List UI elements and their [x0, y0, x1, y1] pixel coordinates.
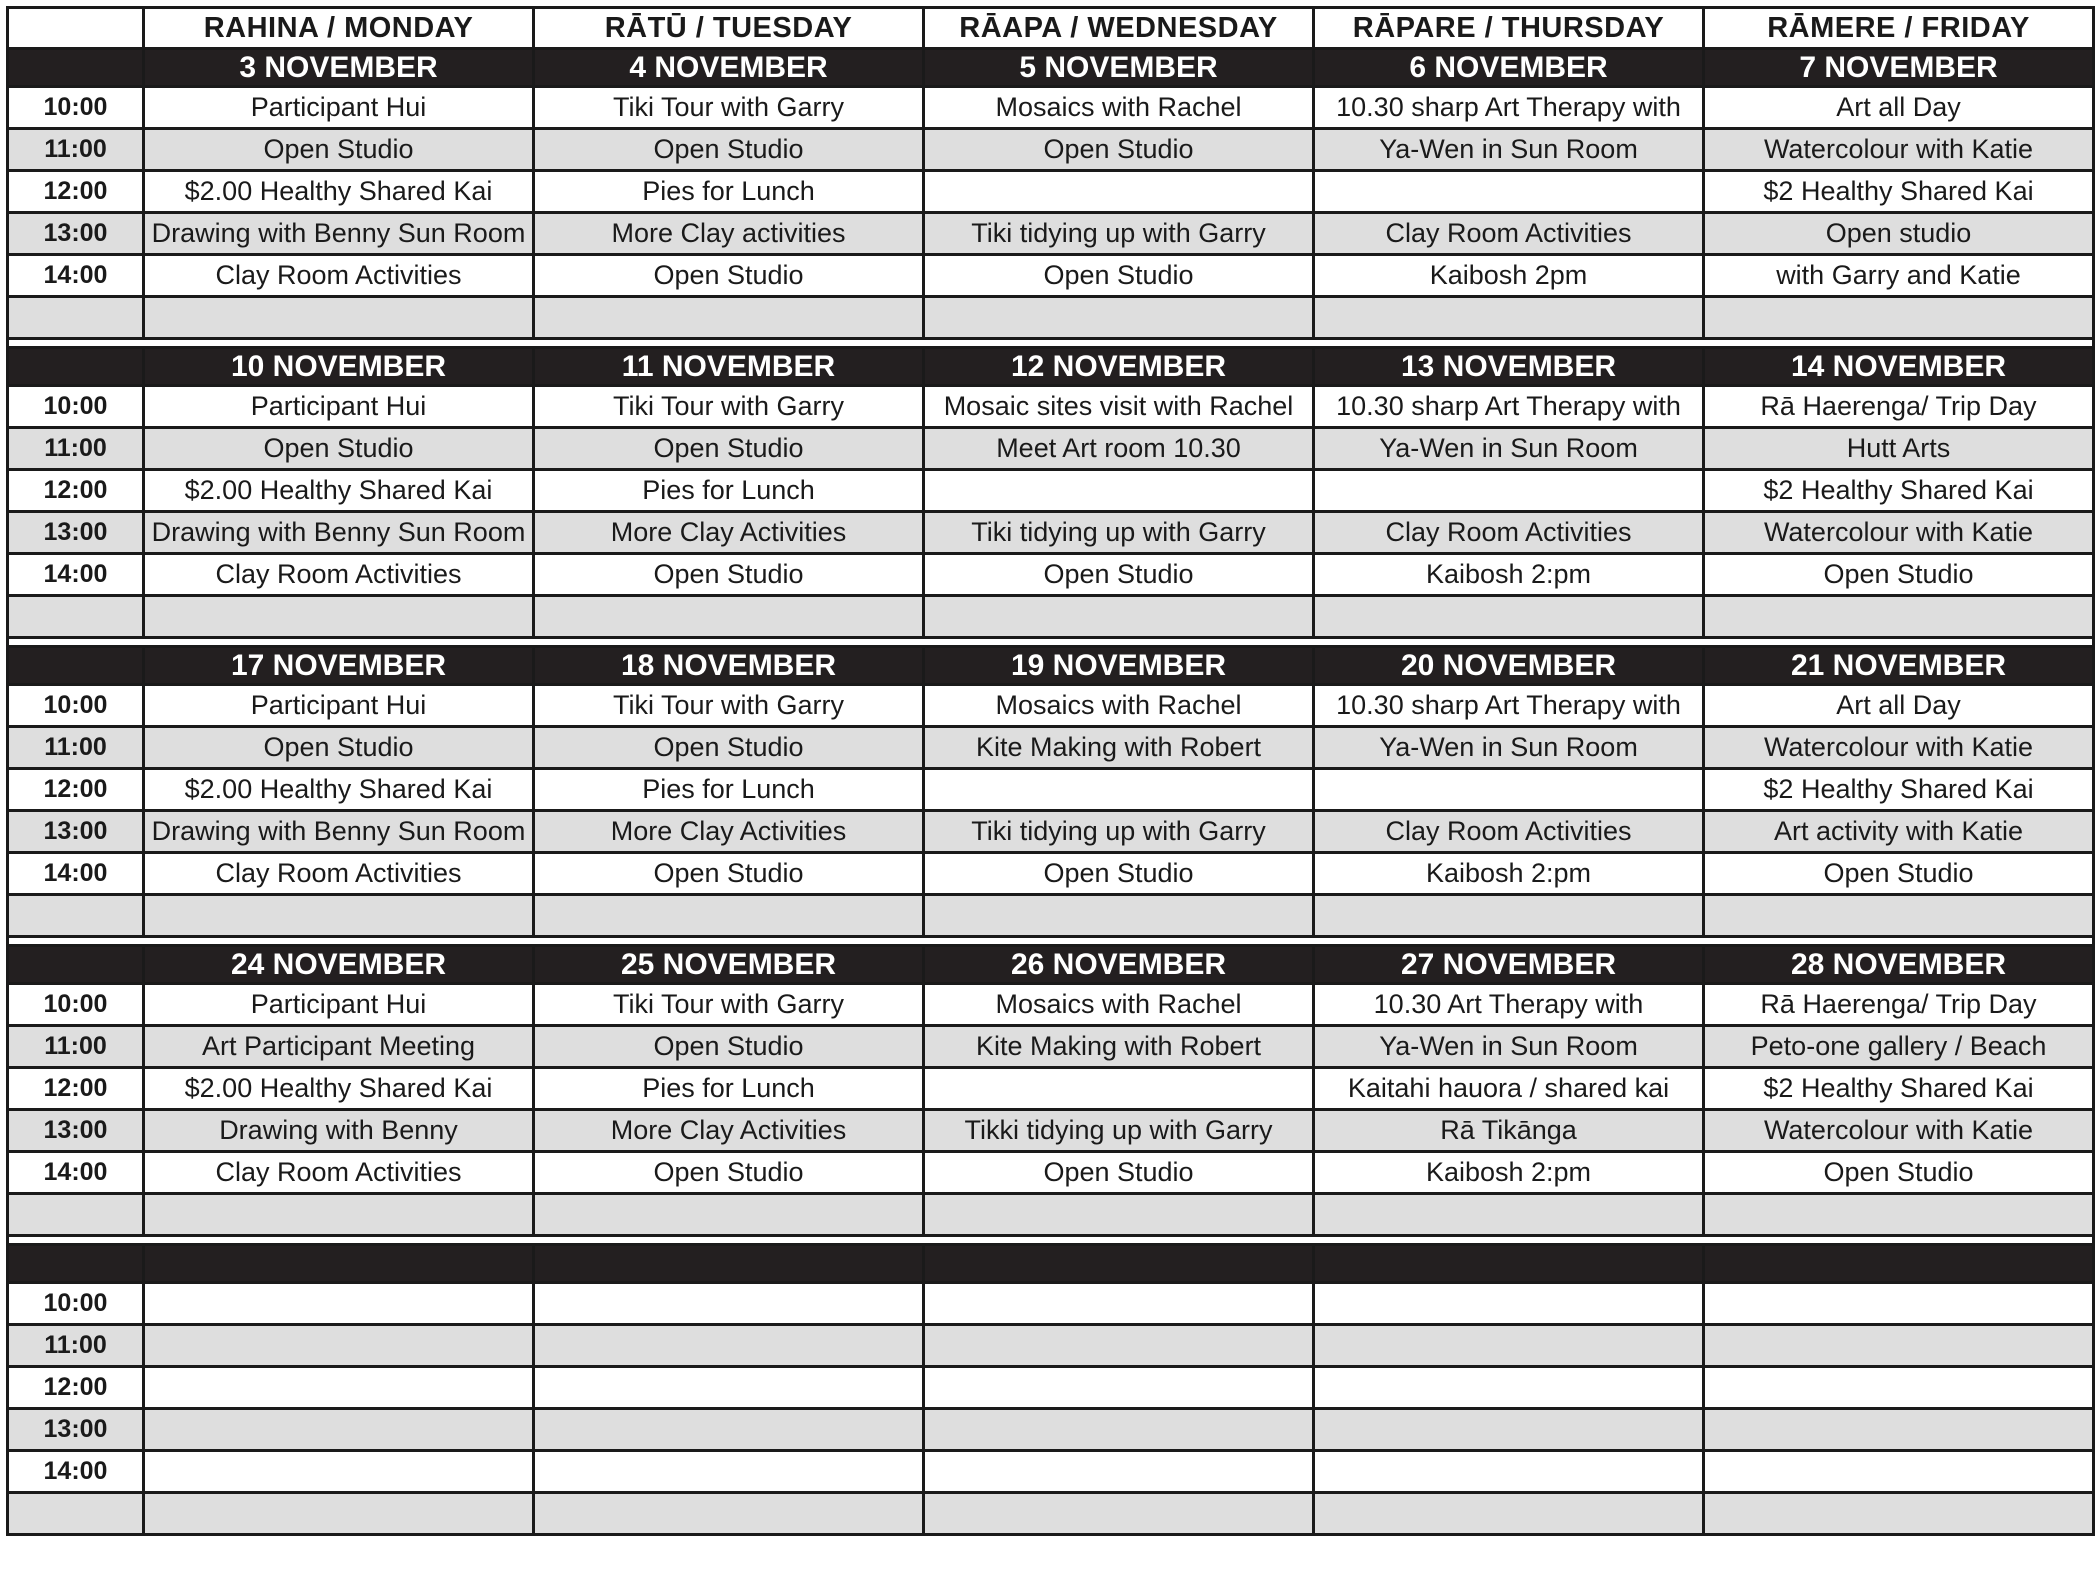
date-cell: 18 NOVEMBER — [534, 647, 924, 685]
activity-cell — [924, 1283, 1314, 1325]
activity-cell: Art all Day — [1704, 87, 2094, 129]
activity-cell: $2.00 Healthy Shared Kai — [144, 769, 534, 811]
blank-cell — [1704, 895, 2094, 937]
activity-cell: Kaitahi hauora / shared kai — [1314, 1068, 1704, 1110]
time-slot-row — [8, 1026, 2094, 1068]
date-cell: 24 NOVEMBER — [144, 946, 534, 984]
day-name-thursday: RĀPARE / THURSDAY — [1314, 8, 1704, 49]
activity-cell — [144, 1409, 534, 1451]
activity-cell: Watercolour with Katie — [1704, 1110, 2094, 1152]
activity-cell: Open Studio — [534, 727, 924, 769]
activity-cell: More Clay Activities — [534, 512, 924, 554]
week-separator — [8, 638, 2094, 647]
activity-cell — [1314, 1325, 1704, 1367]
date-corner-cell — [8, 946, 144, 984]
time-slot-row — [8, 984, 2094, 1026]
blank-cell — [8, 297, 144, 339]
date-cell: 25 NOVEMBER — [534, 946, 924, 984]
activity-cell: Clay Room Activities — [144, 255, 534, 297]
time-slot-row — [8, 1283, 2094, 1325]
time-slot-row — [8, 428, 2094, 470]
activity-cell — [924, 1409, 1314, 1451]
time-label: 11:00 — [8, 428, 144, 470]
activity-cell — [924, 1325, 1314, 1367]
activity-cell: Participant Hui — [144, 87, 534, 129]
time-label: 14:00 — [8, 255, 144, 297]
activity-cell — [924, 769, 1314, 811]
activity-cell: More Clay Activities — [534, 811, 924, 853]
date-cell: 26 NOVEMBER — [924, 946, 1314, 984]
activity-cell: Rā Haerenga/ Trip Day — [1704, 386, 2094, 428]
day-name-friday: RĀMERE / FRIDAY — [1704, 8, 2094, 49]
date-cell: 12 NOVEMBER — [924, 348, 1314, 386]
activity-cell — [924, 1068, 1314, 1110]
date-cell: 21 NOVEMBER — [1704, 647, 2094, 685]
activity-cell: Open Studio — [1704, 1152, 2094, 1194]
activity-cell: Tiki Tour with Garry — [534, 386, 924, 428]
activity-cell: Meet Art room 10.30 — [924, 428, 1314, 470]
blank-cell — [144, 1493, 534, 1535]
activity-cell — [534, 1283, 924, 1325]
activity-cell — [1704, 1367, 2094, 1409]
activity-cell — [1314, 1367, 1704, 1409]
date-cell — [144, 1245, 534, 1283]
activity-cell — [534, 1451, 924, 1493]
date-cell: 14 NOVEMBER — [1704, 348, 2094, 386]
time-slot-row — [8, 1152, 2094, 1194]
activity-cell: Open Studio — [1704, 853, 2094, 895]
activity-cell: Open Studio — [534, 1152, 924, 1194]
activity-cell: Participant Hui — [144, 386, 534, 428]
blank-cell — [1314, 895, 1704, 937]
activity-cell: Clay Room Activities — [1314, 811, 1704, 853]
activity-cell: Open Studio — [1704, 554, 2094, 596]
activity-cell: with Garry and Katie — [1704, 255, 2094, 297]
blank-cell — [8, 1194, 144, 1236]
blank-cell — [924, 596, 1314, 638]
activity-cell: Participant Hui — [144, 685, 534, 727]
blank-cell — [1704, 297, 2094, 339]
blank-row — [8, 895, 2094, 937]
activity-cell: Kite Making with Robert — [924, 1026, 1314, 1068]
activity-cell: Open studio — [1704, 213, 2094, 255]
time-slot-row — [8, 769, 2094, 811]
date-row — [8, 49, 2094, 87]
time-label: 12:00 — [8, 1068, 144, 1110]
activity-cell: Hutt Arts — [1704, 428, 2094, 470]
activity-cell: Clay Room Activities — [144, 853, 534, 895]
activity-cell: Open Studio — [534, 255, 924, 297]
activity-cell — [1314, 1409, 1704, 1451]
time-slot-row — [8, 1451, 2094, 1493]
activity-cell: Open Studio — [144, 727, 534, 769]
blank-cell — [1314, 1493, 1704, 1535]
blank-row — [8, 1493, 2094, 1535]
time-label: 12:00 — [8, 470, 144, 512]
activity-cell: Clay Room Activities — [1314, 512, 1704, 554]
activity-cell — [924, 1451, 1314, 1493]
activity-cell: Kaibosh 2:pm — [1314, 1152, 1704, 1194]
activity-cell: Kaibosh 2:pm — [1314, 853, 1704, 895]
date-cell: 11 NOVEMBER — [534, 348, 924, 386]
activity-cell: Drawing with Benny — [144, 1110, 534, 1152]
activity-cell: Tiki tidying up with Garry — [924, 213, 1314, 255]
time-label: 10:00 — [8, 1283, 144, 1325]
date-corner-cell — [8, 647, 144, 685]
date-cell: 28 NOVEMBER — [1704, 946, 2094, 984]
blank-cell — [924, 1493, 1314, 1535]
time-slot-row — [8, 470, 2094, 512]
blank-cell — [1314, 1194, 1704, 1236]
time-label: 13:00 — [8, 213, 144, 255]
blank-cell — [924, 1194, 1314, 1236]
date-cell — [1314, 1245, 1704, 1283]
time-slot-row — [8, 1409, 2094, 1451]
date-cell — [924, 1245, 1314, 1283]
date-cell: 4 NOVEMBER — [534, 49, 924, 87]
activity-cell: Drawing with Benny Sun Room — [144, 213, 534, 255]
blank-cell — [924, 895, 1314, 937]
time-slot-row — [8, 811, 2094, 853]
blank-cell — [144, 1194, 534, 1236]
activity-cell — [1314, 1451, 1704, 1493]
activity-cell: Watercolour with Katie — [1704, 727, 2094, 769]
activity-cell: $2 Healthy Shared Kai — [1704, 470, 2094, 512]
activity-cell — [1314, 769, 1704, 811]
blank-cell — [8, 1493, 144, 1535]
activity-cell: Tiki Tour with Garry — [534, 685, 924, 727]
time-label: 11:00 — [8, 1026, 144, 1068]
time-label: 10:00 — [8, 984, 144, 1026]
time-label: 12:00 — [8, 171, 144, 213]
blank-cell — [534, 297, 924, 339]
time-slot-row — [8, 386, 2094, 428]
activity-cell: Clay Room Activities — [1314, 213, 1704, 255]
activity-cell — [1314, 1283, 1704, 1325]
activity-cell: Kite Making with Robert — [924, 727, 1314, 769]
activity-cell: Mosaic sites visit with Rachel — [924, 386, 1314, 428]
activity-cell — [924, 470, 1314, 512]
activity-cell — [1704, 1451, 2094, 1493]
time-label: 13:00 — [8, 1110, 144, 1152]
blank-cell — [144, 596, 534, 638]
time-slot-row — [8, 213, 2094, 255]
time-label: 11:00 — [8, 727, 144, 769]
date-corner-cell — [8, 1245, 144, 1283]
blank-cell — [534, 1493, 924, 1535]
activity-cell: Rā Tikānga — [1314, 1110, 1704, 1152]
activity-cell: Drawing with Benny Sun Room — [144, 811, 534, 853]
activity-cell: Tiki Tour with Garry — [534, 984, 924, 1026]
blank-cell — [144, 297, 534, 339]
date-row — [8, 946, 2094, 984]
activity-cell: Ya-Wen in Sun Room — [1314, 727, 1704, 769]
date-cell: 17 NOVEMBER — [144, 647, 534, 685]
date-cell — [534, 1245, 924, 1283]
time-slot-row — [8, 171, 2094, 213]
activity-cell: Open Studio — [924, 255, 1314, 297]
time-label: 12:00 — [8, 769, 144, 811]
corner-cell — [8, 8, 144, 49]
time-slot-row — [8, 727, 2094, 769]
activity-cell: Pies for Lunch — [534, 769, 924, 811]
time-label: 14:00 — [8, 554, 144, 596]
blank-cell — [1704, 596, 2094, 638]
activity-cell — [534, 1367, 924, 1409]
week-separator — [8, 1236, 2094, 1245]
time-label: 11:00 — [8, 1325, 144, 1367]
date-cell: 13 NOVEMBER — [1314, 348, 1704, 386]
activity-cell: Watercolour with Katie — [1704, 129, 2094, 171]
date-cell: 19 NOVEMBER — [924, 647, 1314, 685]
blank-cell — [144, 895, 534, 937]
time-label: 10:00 — [8, 685, 144, 727]
time-label: 10:00 — [8, 87, 144, 129]
activity-cell — [924, 1367, 1314, 1409]
activity-cell: Rā Haerenga/ Trip Day — [1704, 984, 2094, 1026]
activity-cell: Open Studio — [924, 554, 1314, 596]
activity-cell: Pies for Lunch — [534, 470, 924, 512]
schedule-body — [8, 8, 2094, 1535]
day-name-monday: RAHINA / MONDAY — [144, 8, 534, 49]
time-label: 11:00 — [8, 129, 144, 171]
activity-cell: Open Studio — [534, 428, 924, 470]
activity-cell: $2 Healthy Shared Kai — [1704, 171, 2094, 213]
activity-cell: 10.30 Art Therapy with — [1314, 984, 1704, 1026]
activity-cell: Drawing with Benny Sun Room — [144, 512, 534, 554]
activity-cell: Clay Room Activities — [144, 554, 534, 596]
time-slot-row — [8, 1367, 2094, 1409]
activity-cell: Open Studio — [924, 853, 1314, 895]
activity-cell: Watercolour with Katie — [1704, 512, 2094, 554]
time-label: 12:00 — [8, 1367, 144, 1409]
blank-cell — [534, 895, 924, 937]
activity-cell: Open Studio — [534, 554, 924, 596]
activity-cell: Clay Room Activities — [144, 1152, 534, 1194]
date-cell: 5 NOVEMBER — [924, 49, 1314, 87]
day-name-wednesday: RĀAPA / WEDNESDAY — [924, 8, 1314, 49]
activity-cell: 10.30 sharp Art Therapy with — [1314, 685, 1704, 727]
time-slot-row — [8, 554, 2094, 596]
activity-cell: Open Studio — [534, 1026, 924, 1068]
activity-cell: Pies for Lunch — [534, 1068, 924, 1110]
week-separator-cell — [8, 937, 2094, 946]
activity-cell: More Clay activities — [534, 213, 924, 255]
date-corner-cell — [8, 49, 144, 87]
time-slot-row — [8, 87, 2094, 129]
time-slot-row — [8, 129, 2094, 171]
time-slot-row — [8, 1110, 2094, 1152]
activity-cell — [144, 1325, 534, 1367]
blank-cell — [8, 895, 144, 937]
activity-cell: Kaibosh 2pm — [1314, 255, 1704, 297]
activity-cell: $2.00 Healthy Shared Kai — [144, 171, 534, 213]
activity-cell — [534, 1409, 924, 1451]
weekly-schedule-table — [6, 6, 2095, 1536]
activity-cell: Art Participant Meeting — [144, 1026, 534, 1068]
date-cell — [1704, 1245, 2094, 1283]
blank-cell — [534, 1194, 924, 1236]
activity-cell: Art all Day — [1704, 685, 2094, 727]
activity-cell: Peto-one gallery / Beach — [1704, 1026, 2094, 1068]
blank-cell — [1704, 1493, 2094, 1535]
activity-cell: $2 Healthy Shared Kai — [1704, 1068, 2094, 1110]
date-cell: 6 NOVEMBER — [1314, 49, 1704, 87]
date-corner-cell — [8, 348, 144, 386]
activity-cell: Mosaics with Rachel — [924, 685, 1314, 727]
activity-cell: $2.00 Healthy Shared Kai — [144, 1068, 534, 1110]
date-cell: 20 NOVEMBER — [1314, 647, 1704, 685]
activity-cell — [144, 1283, 534, 1325]
activity-cell: 10.30 sharp Art Therapy with — [1314, 87, 1704, 129]
week-separator — [8, 937, 2094, 946]
activity-cell: Pies for Lunch — [534, 171, 924, 213]
blank-row — [8, 1194, 2094, 1236]
activity-cell — [1704, 1409, 2094, 1451]
activity-cell: More Clay Activities — [534, 1110, 924, 1152]
blank-cell — [534, 596, 924, 638]
blank-cell — [8, 596, 144, 638]
time-label: 13:00 — [8, 1409, 144, 1451]
activity-cell: Open Studio — [534, 129, 924, 171]
activity-cell: Open Studio — [144, 428, 534, 470]
activity-cell: $2.00 Healthy Shared Kai — [144, 470, 534, 512]
activity-cell: Open Studio — [534, 853, 924, 895]
activity-cell — [1704, 1283, 2094, 1325]
time-label: 10:00 — [8, 386, 144, 428]
activity-cell — [1704, 1325, 2094, 1367]
activity-cell: Mosaics with Rachel — [924, 984, 1314, 1026]
time-slot-row — [8, 1068, 2094, 1110]
activity-cell: 10.30 sharp Art Therapy with — [1314, 386, 1704, 428]
activity-cell: $2 Healthy Shared Kai — [1704, 769, 2094, 811]
date-row — [8, 348, 2094, 386]
activity-cell: Art activity with Katie — [1704, 811, 2094, 853]
date-cell: 10 NOVEMBER — [144, 348, 534, 386]
blank-cell — [1314, 596, 1704, 638]
activity-cell: Ya-Wen in Sun Room — [1314, 1026, 1704, 1068]
activity-cell — [144, 1367, 534, 1409]
activity-cell: Ya-Wen in Sun Room — [1314, 428, 1704, 470]
activity-cell: Kaibosh 2:pm — [1314, 554, 1704, 596]
time-label: 13:00 — [8, 512, 144, 554]
date-cell: 27 NOVEMBER — [1314, 946, 1704, 984]
activity-cell: Tiki Tour with Garry — [534, 87, 924, 129]
day-names-row — [8, 8, 2094, 49]
activity-cell: Open Studio — [144, 129, 534, 171]
activity-cell — [924, 171, 1314, 213]
week-separator-cell — [8, 638, 2094, 647]
activity-cell — [1314, 171, 1704, 213]
time-slot-row — [8, 685, 2094, 727]
time-slot-row — [8, 255, 2094, 297]
blank-row — [8, 596, 2094, 638]
time-slot-row — [8, 512, 2094, 554]
blank-cell — [1704, 1194, 2094, 1236]
week-separator — [8, 339, 2094, 348]
time-slot-row — [8, 1325, 2094, 1367]
week-separator-cell — [8, 1236, 2094, 1245]
time-label: 14:00 — [8, 853, 144, 895]
date-cell: 7 NOVEMBER — [1704, 49, 2094, 87]
time-label: 13:00 — [8, 811, 144, 853]
activity-cell: Tiki tidying up with Garry — [924, 512, 1314, 554]
date-cell: 3 NOVEMBER — [144, 49, 534, 87]
activity-cell: Open Studio — [924, 1152, 1314, 1194]
activity-cell: Participant Hui — [144, 984, 534, 1026]
time-label: 14:00 — [8, 1451, 144, 1493]
activity-cell: Open Studio — [924, 129, 1314, 171]
activity-cell: Ya-Wen in Sun Room — [1314, 129, 1704, 171]
activity-cell: Mosaics with Rachel — [924, 87, 1314, 129]
blank-cell — [924, 297, 1314, 339]
activity-cell — [1314, 470, 1704, 512]
time-label: 14:00 — [8, 1152, 144, 1194]
activity-cell — [144, 1451, 534, 1493]
date-row — [8, 1245, 2094, 1283]
week-separator-cell — [8, 339, 2094, 348]
blank-row — [8, 297, 2094, 339]
time-slot-row — [8, 853, 2094, 895]
activity-cell — [534, 1325, 924, 1367]
activity-cell: Tikki tidying up with Garry — [924, 1110, 1314, 1152]
activity-cell: Tiki tidying up with Garry — [924, 811, 1314, 853]
day-name-tuesday: RĀTŪ / TUESDAY — [534, 8, 924, 49]
blank-cell — [1314, 297, 1704, 339]
date-row — [8, 647, 2094, 685]
